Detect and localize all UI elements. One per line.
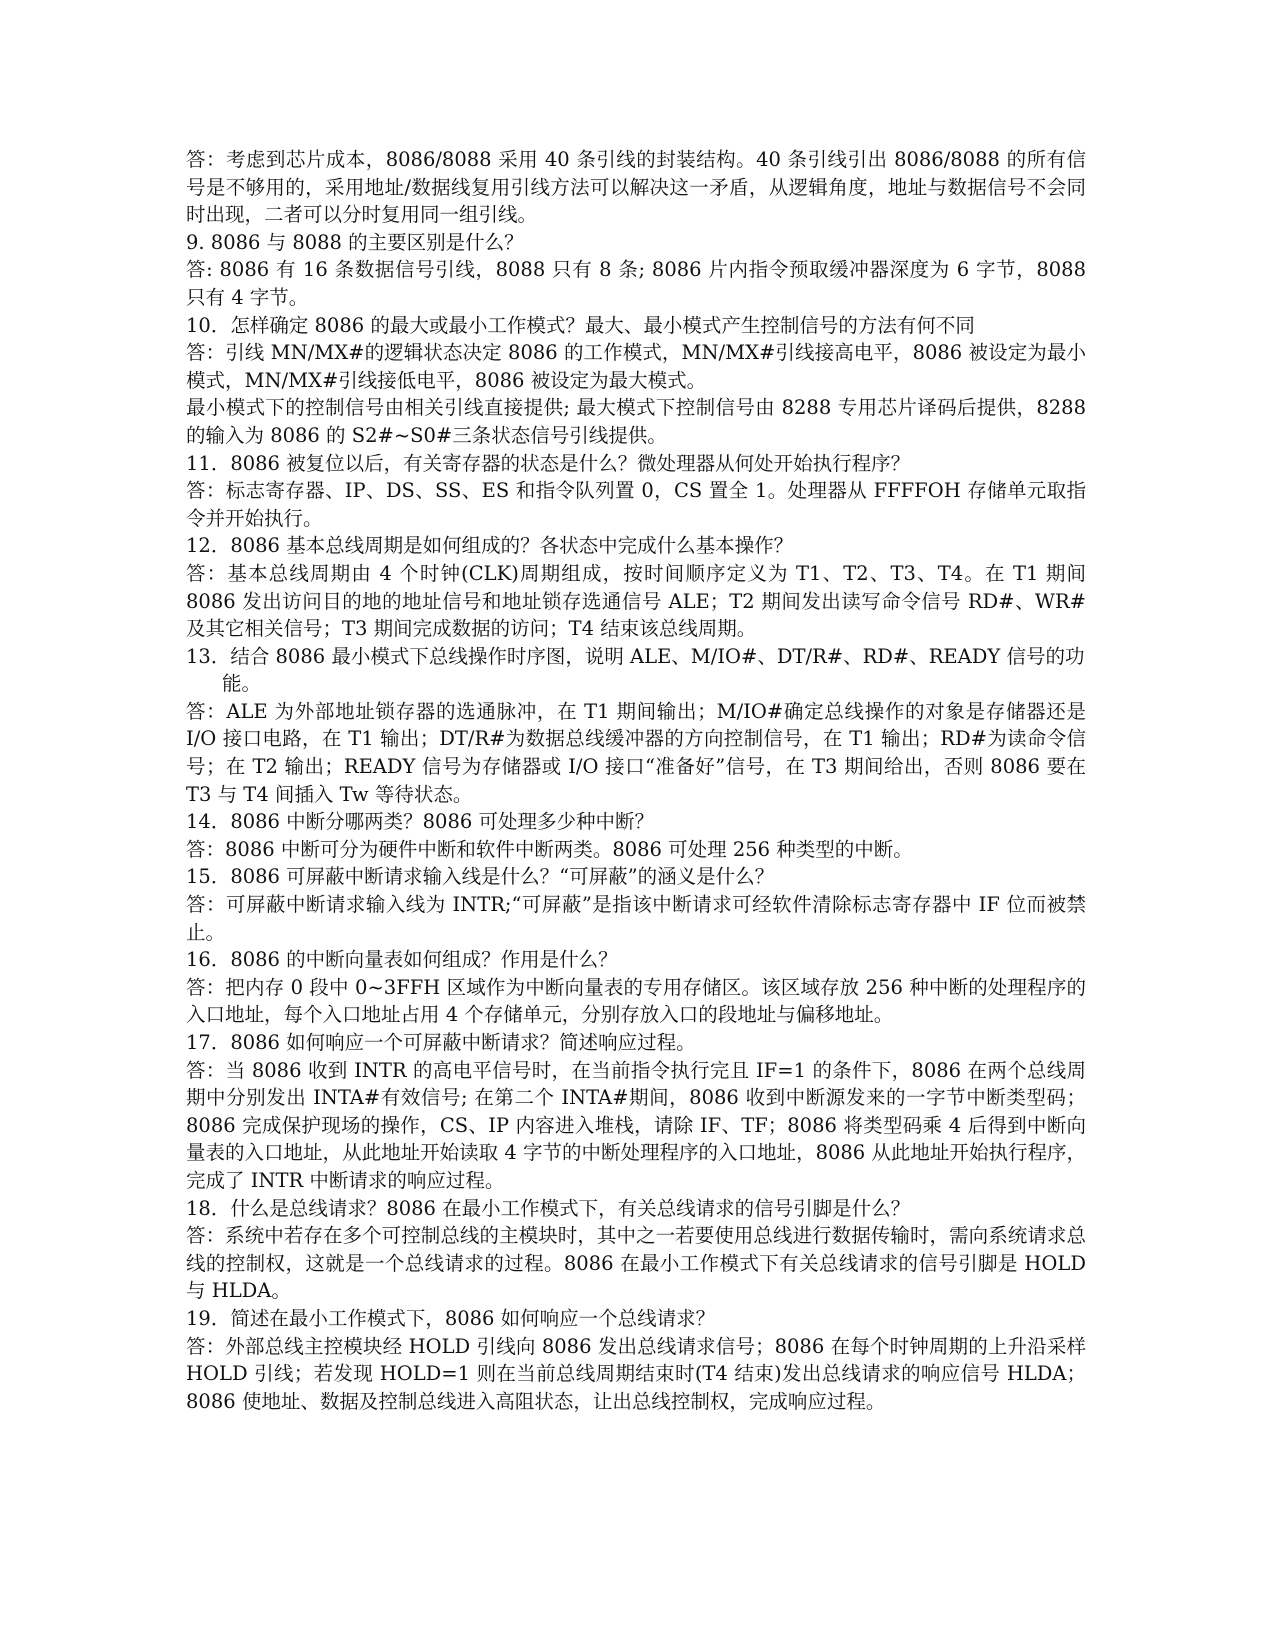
document-page bbox=[186, 146, 1086, 1415]
question-16: 16．8086 的中断向量表如何组成？作用是什么？ bbox=[186, 948, 618, 972]
question-13: 13．结合 8086 最小模式下总线操作时序图，说明 ALE、M/IO#、DT/R#、RD#、READY 信号的功能。 bbox=[186, 644, 1085, 696]
answer-11-text: 答：标志寄存器、IP、DS、SS、ES 和指令队列置 0，CS 置全 1。处理器从 FFFFOH 存储单元取指令并开始执行。 bbox=[186, 479, 1086, 530]
answer-15-text: 答：可屏蔽中断请求输入线为 INTR;“可屏蔽”是指该中断请求可经软件清除标志寄存器中 IF 位而被禁止。 bbox=[186, 893, 1086, 944]
question-19: 19．简述在最小工作模式下，8086 如何响应一个总线请求？ bbox=[186, 1306, 716, 1330]
question-9: 9. 8086 与 8088 的主要区别是什么？ bbox=[186, 230, 524, 254]
answer-12-text: 答：基本总线周期由 4 个时钟(CLK)周期组成，按时间顺序定义为 T1、T2、T3、T4。在 T1 期间 8086 发出访问目的地的地址信号和地址锁存选通信号 ALE；T2 期间发出读写命令信号 RD#、WR#及其它相关信号；T3 期间完成数据的访问；T4 结束该总线周期。 bbox=[186, 561, 1086, 641]
answer-17-text: 答：当 8086 收到 INTR 的高电平信号时，在当前指令执行完且 IF=1 的条件下，8086 在两个总线周期中分别发出 INTA#有效信号; 在第二个 INTA#期间，8086 收到中断源发来的一字节中断类型码；8086 完成保护现场的操作，CS、IP 内容进入堆栈，请除 IF、TF；8086 将类型码乘 4 后得到中断向量表的入口地址，从此地址开始读取 4 字节的中断处理程序的入口地址，8086 从此地址开始执行程序，完成了 INTR 中断请求的响应过程。 bbox=[186, 1058, 1086, 1192]
question-15: 15．8086 可屏蔽中断请求输入线是什么？“可屏蔽”的涵义是什么？ bbox=[186, 865, 775, 889]
question-17: 17．8086 如何响应一个可屏蔽中断请求？简述响应过程。 bbox=[186, 1031, 696, 1054]
answer-8-text: 答：考虑到芯片成本，8086/8088 采用 40 条引线的封装结构。40 条引线引出 8086/8088 的所有信号是不够用的，采用地址/数据线复用引线方法可以解决这一矛盾，从逻辑角度，地址与数据信号不会同时出现，二者可以分时复用同一组引线。 bbox=[186, 148, 1086, 227]
question-14: 14．8086 中断分哪两类？8086 可处理多少种中断？ bbox=[186, 810, 654, 834]
question-11: 11．8086 被复位以后，有关寄存器的状态是什么？微处理器从何处开始执行程序？ bbox=[186, 451, 911, 475]
answer-13-text: 答：ALE 为外部地址锁存器的选通脉冲，在 T1 期间输出；M/IO#确定总线操作的对象是存储器还是 I/O 接口电路，在 T1 输出；DT/R#为数据总线缓冲器的方向控制信号，在 T1 输出；RD#为读命令信号；在 T2 输出；READY 信号为存储器或 I/O 接口“准备好”信号，在 T3 期间给出，否则 8086 要在 T3 与 T4 间插入 Tw 等待状态。 bbox=[186, 699, 1086, 806]
answer-9-text: 答: 8086 有 16 条数据信号引线，8088 只有 8 条; 8086 片内指令预取缓冲器深度为 6 字节，8088 只有 4 字节。 bbox=[186, 258, 1086, 309]
answer-19-text: 答：外部总线主控模块经 HOLD 引线向 8086 发出总线请求信号；8086 在每个时钟周期的上升沿采样 HOLD 引线；若发现 HOLD=1 则在当前总线周期结束时(T4 结束)发出总线请求的响应信号 HLDA；8086 使地址、数据及控制总线进入高阻状态，让出总线控制权，完成响应过程。 bbox=[186, 1334, 1086, 1413]
question-10: 10．怎样确定 8086 的最大或最小工作模式？最大、最小模式产生控制信号的方法有何不同 bbox=[186, 313, 975, 337]
answer-16-text: 答：把内存 0 段中 0~3FFH 区域作为中断向量表的专用存储区。该区域存放 256 种中断的处理程序的入口地址，每个入口地址占用 4 个存储单元，分别存放入口的段地址与偏移地址。 bbox=[186, 975, 1086, 1027]
answer-10-text-continued: 最小模式下的控制信号由相关引线直接提供; 最大模式下控制信号由 8288 专用芯片译码后提供，8288 的输入为 8086 的 S2#~S0#三条状态信号引线提供。 bbox=[186, 396, 1086, 447]
answer-10-text: 答：引线 MN/MX#的逻辑状态决定 8086 的工作模式，MN/MX#引线接高电平，8086 被设定为最小模式，MN/MX#引线接低电平，8086 被设定为最大模式。 bbox=[186, 341, 1086, 392]
answer-18-text: 答：系统中若存在多个可控制总线的主模块时，其中之一若要使用总线进行数据传输时，需向系统请求总线的控制权，这就是一个总线请求的过程。8086 在最小工作模式下有关总线请求的信号引脚是 HOLD 与 HLDA。 bbox=[186, 1224, 1086, 1303]
answer-14-text: 答：8086 中断可分为硬件中断和软件中断两类。8086 可处理 256 种类型的中断。 bbox=[186, 837, 913, 861]
question-12: 12．8086 基本总线周期是如何组成的？各状态中完成什么基本操作？ bbox=[186, 534, 794, 558]
question-18: 18．什么是总线请求？8086 在最小工作模式下，有关总线请求的信号引脚是什么？ bbox=[186, 1196, 911, 1220]
